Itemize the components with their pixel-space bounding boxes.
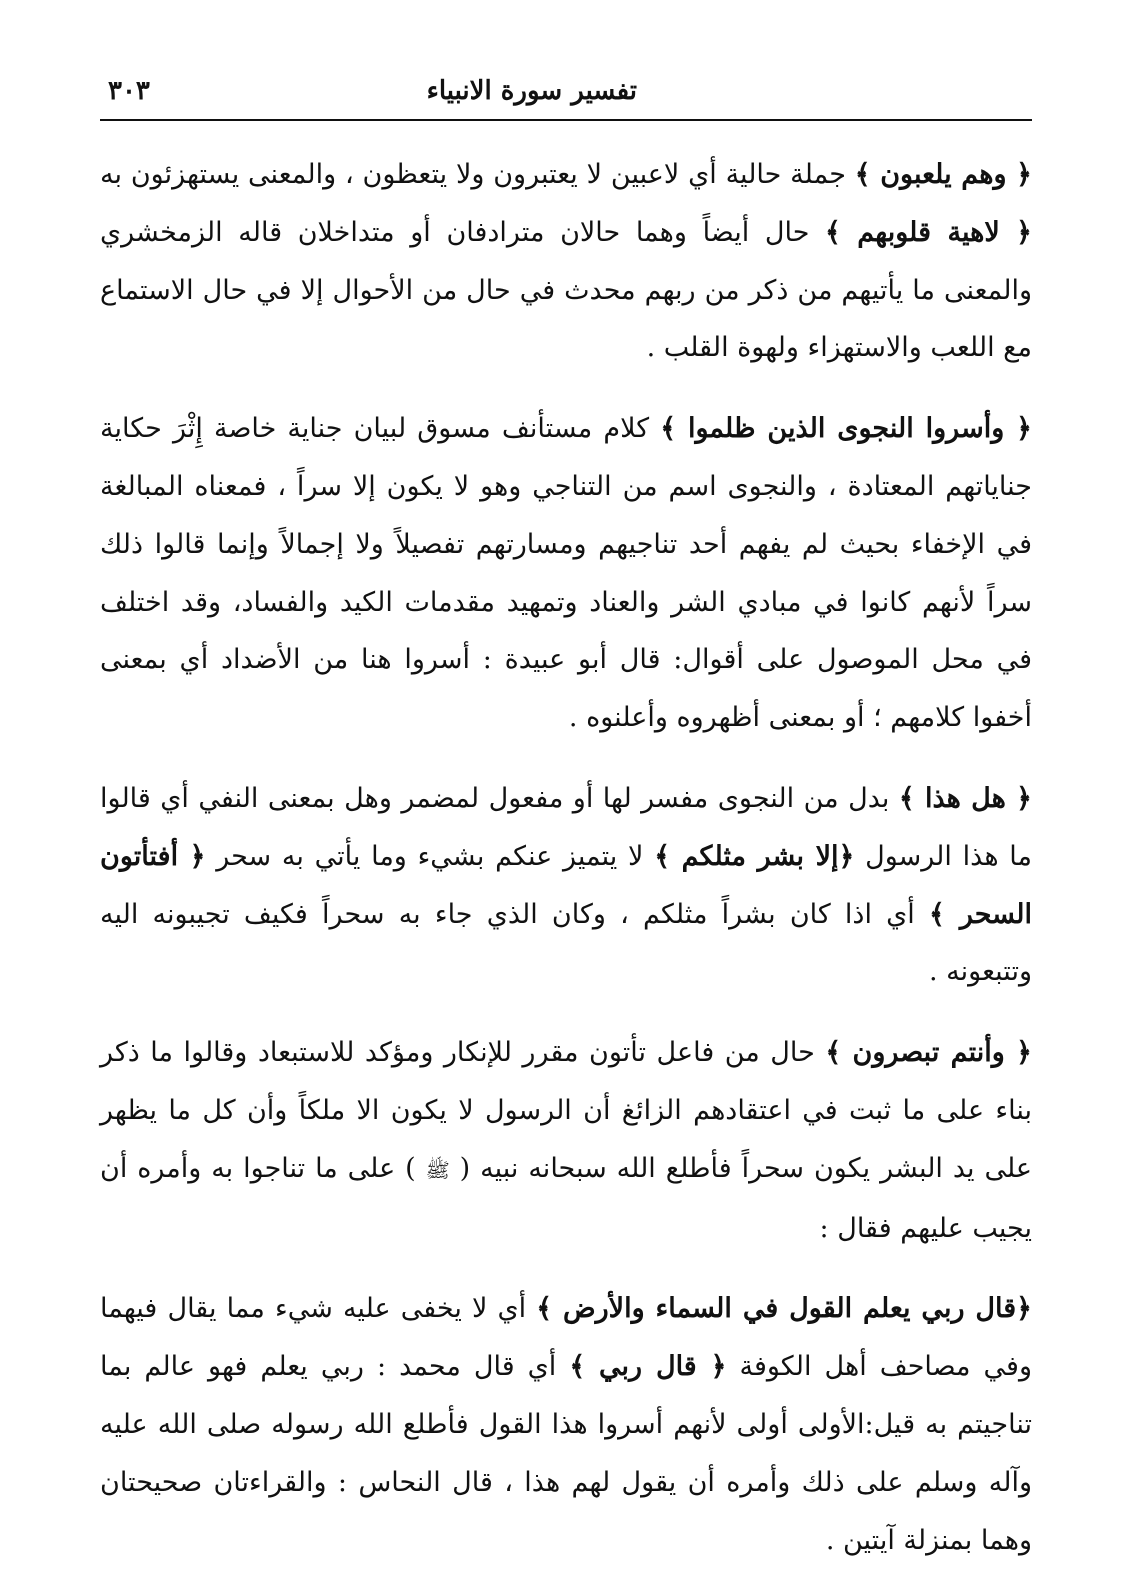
running-header [100, 76, 1032, 120]
commentary-body [100, 146, 1032, 1592]
quran-quote: ﴿قال ربي يعلم القول في السماء والأرض ﴾ [536, 1293, 1032, 1325]
commentary-text: جملة حالية أي لاعبين لا يعتبرون ولا يتعظون ، والمعنى يستهزئون به [100, 159, 855, 190]
quran-quote: ﴿ وأسروا النجوى الذين ظلموا ﴾ [660, 413, 1032, 445]
quran-quote: ﴿ قال ربي ﴾ [569, 1351, 727, 1383]
chapter-title: تفسير سورة الانبياء [426, 76, 637, 106]
commentary-text: كلام مستأنف مسوق لبيان جناية خاصة إِثْرَ حكاية جناياتهم المعتادة ، والنجوى اسم من التناجي وهو لا يكون إلا سراً ، فمعناه المبالغة في الإخفاء بحيث لم يفهم أحد تناجيهم ومسارتهم تفصيلاً ولا إجمالاً وإنما قالوا ذلك سراً لأنهم كانوا في مبادي الشر والعناد وتمهيد مقدمات الكيد والفساد، وقد اختلف في محل الموصول على أقوال: قال أبو عبيدة : أسروا هنا من الأضداد أي بمعنى أخفوا كلامهم ؛ أو بمعنى أظهروه وأعلنوه . [100, 413, 1032, 734]
quran-quote: ﴿ هل هذا ﴾ [898, 782, 1032, 814]
commentary-text: بدل من النجوى مفسر لها أو مفعول لمضمر وهل بمعنى النفي أي قالوا ما هذا الرسول [100, 782, 1032, 872]
quran-quote: ﴿ وأنتم تبصرون ﴾ [825, 1037, 1032, 1069]
commentary-text: لا يتميز عنكم بشيء وما يأتي به سحر [205, 840, 655, 872]
salutation-glyph: ﷺ [425, 1157, 450, 1182]
header-rule [100, 119, 1032, 121]
quran-quote: ﴿ أفتأتون السحر ﴾ [100, 840, 1032, 930]
page-number: ٣٠٣ [108, 76, 150, 106]
paragraph-4 [100, 1024, 1032, 1257]
paragraph-3 [100, 770, 1032, 1001]
quran-quote: ﴿إلا بشر مثلكم ﴾ [654, 840, 855, 872]
paragraph-5 [100, 1280, 1032, 1569]
quran-quote: ﴿ لاهية قلوبهم ﴾ [825, 216, 1032, 248]
commentary-text: أي قال محمد : ربي يعلم فهو عالم بما تناجيتم به قيل:الأولى أولى لأنهم أسروا هذا القول فأطلع الله رسوله صلى الله عليه وآله وسلم على ذلك وأمره أن يقول لهم هذا ، قال النحاس : والقراءتان صحيحتان وهما بمنزلة آيتين . [100, 1351, 1032, 1556]
commentary-text: حال من فاعل تأتون مقرر للإنكار ومؤكد للاستبعاد وقالوا ما ذكر بناء على ما ثبت في اعتقادهم الزائغ أن الرسول لا يكون الا ملكاً وأن كل ما يظهر على يد البشر يكون سحراً فأطلع الله سبحانه نبيه ( [100, 1037, 1032, 1184]
commentary-text: أي اذا كان بشراً مثلكم ، وكان الذي جاء به سحراً فكيف تجيبونه اليه وتتبعونه . [100, 898, 1032, 988]
commentary-text: أي لا يخفى عليه شيء مما يقال فيهما وفي مصاحف أهل الكوفة [100, 1293, 1032, 1383]
commentary-text: ) على ما تناجوا به وأمره أن يجيب عليهم فقال : [100, 1152, 1032, 1244]
paragraph-2 [100, 400, 1032, 747]
quran-quote: ﴿ وهم يلعبون ﴾ [854, 159, 1032, 190]
paragraph-1 [100, 146, 1032, 377]
commentary-text: حال أيضاً وهما حالان مترادفان أو متداخلان قاله الزمخشري والمعنى ما يأتيهم من ذكر من ربهم محدث في حال من الأحوال إلا في حال الاستماع مع اللعب والاستهزاء ولهوة القلب . [100, 216, 1032, 364]
